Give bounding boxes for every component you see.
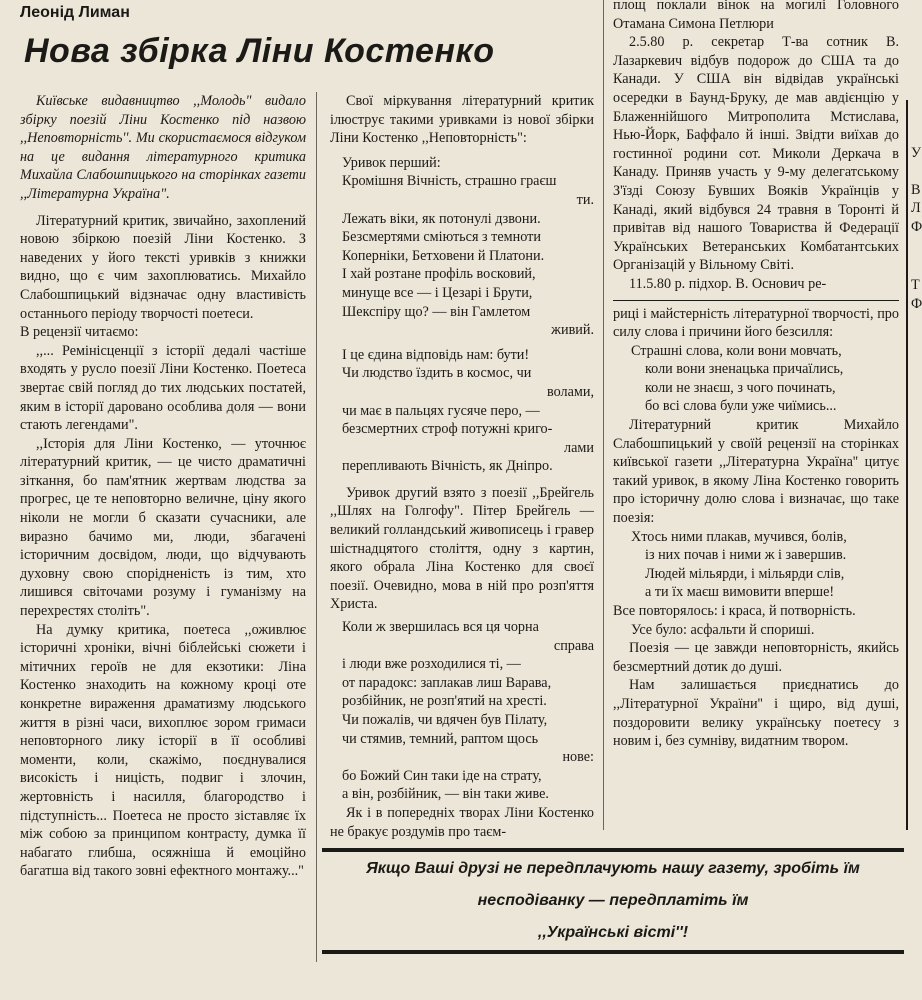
edge-letter: Т <box>911 277 920 294</box>
column-2 <box>330 92 594 841</box>
poem-line: перепливають Вічність, як Дніпро. <box>342 458 553 475</box>
poem-line: а ти їх маєш вимовити вперше! <box>645 584 835 601</box>
subscription-promo <box>322 856 904 946</box>
paragraph: 11.5.80 р. підхор. В. Основич ре- <box>629 275 827 292</box>
poem-line: бо всі слова були уже чиїмись... <box>645 398 837 415</box>
poem-line: І це єдина відповідь нам: бути! <box>342 346 530 363</box>
promo-line: ,,Українські вісті''! <box>537 924 689 941</box>
promo-top-rule <box>322 848 904 852</box>
poem-line: Коперніки, Бетховени й Платони. <box>342 247 545 264</box>
paragraph: Усе було: асфальти й спориші. <box>631 621 815 638</box>
poem-line: волами, <box>546 383 594 400</box>
edge-letter: В <box>911 181 921 198</box>
paragraph: Літературний критик Михайло Слабошпицький у своїй рецензії на сторінках київської газети ,,Літературна Україна'' цитує такий уривок, в якому Ліна Костенко говорить про історичну долю слова і визначає, що таке поезія: <box>613 417 899 527</box>
poem-line: лами <box>564 439 594 456</box>
author-name: Леонід Лиман <box>20 4 130 21</box>
poem-line: І хай розтане профіль восковий, <box>342 266 536 283</box>
intro-paragraph: Київське видавництво ,,Молодь" видало збірку поезій Ліни Костенко під назвою ,,Неповторність''. Ми скористаємося відгуком на це видання літературного критика Михайла Слабошпицького на сторінках газети ,,Літературна Україна". <box>20 93 306 202</box>
excerpt-2 <box>330 618 594 804</box>
poem-line: Чи людство їздить в космос, чи <box>342 365 532 382</box>
paragraph: риці і майстерність літературної творчості, про силу слова і причини його безсилля: <box>613 305 899 341</box>
quote-paragraph: ,,Історія для Ліни Костенко, — уточнює літературний критик, — це чисто драматичні зіткання, бо пам'ятник жертвам людства за прогрес, це те неповторно величне, ціну якого ніколи не могли б сказати сучасники, але виразно бачимо ми, люди, збагачені історичним досвідом, люди, що відчувають духовну свою спорідненість із тим, хто лишився світочами розуму і гуманізму на перехрестях століть". <box>20 435 306 620</box>
poem-line: живий. <box>551 322 594 339</box>
paragraph: Уривок другий взято з поезії ,,Брейгель ,,Шлях на Голгофу". Пітер Брейгель — великий голландський живописець і гравер шістнадцятого століття, одну з картин, якого обрала Ліна Костенко для своєї поезії. Очевидно, мова в ній про розп'яття Христа. <box>330 484 594 613</box>
poem-line: ти. <box>576 191 594 208</box>
column-divider <box>603 0 604 830</box>
poem-line: минуще все — і Цезарі і Брути, <box>342 284 533 301</box>
poem-line: чи стямив, темний, раптом щось <box>342 730 539 747</box>
column-3 <box>613 0 899 751</box>
poem-fragment <box>613 528 899 602</box>
poem-line: Лежать віки, як потонулі дзвони. <box>342 210 541 227</box>
paragraph: В рецензії читаємо: <box>20 324 139 341</box>
poem-line: чи має в пальцях гусяче перо, — <box>342 402 540 419</box>
poem-line: а він, розбійник, — він таки живе. <box>342 786 549 803</box>
paragraph: Нам залишається приєднатись до ,,Літературної України'' і щиро, від душі, поздоровити велику українську поетесу з новим і, без сумніву, видатним твором. <box>613 677 899 750</box>
column-divider <box>906 100 908 830</box>
paragraph: 2.5.80 р. секретар Т-ва сотник В. Лазаркевич відбув подорож до США та до Канади. У США він відвідав українські осередки в Баунд-Бруку, де мав авдієнцію у Блаженнійшого Митрополита Мстислава, Нью-Йорк, Баффало й інші. Звідти виїхав до гостинної родини сот. Миколи Деркача в Канаду. Приняв участь у 9-му делегатському З'їзді Союзу Бувших Вояків Українців у Канаді, який відбувся 24 травня в Торонті й привітав від нашого Товариства й Федерації Українських Ветеранських Комбатантських Організацій у Вільному Світі. <box>613 34 899 274</box>
promo-bottom-rule <box>322 950 904 954</box>
poem-line: Кромішня Вічність, страшно граєш <box>342 173 557 190</box>
poem-fragment <box>613 342 899 416</box>
paragraph: Як і в попередніх творах Ліни Костенко не бракує роздумів про таєм- <box>330 804 594 840</box>
poem-line: Коли ж звершилась вся ця чорна <box>342 619 539 636</box>
edge-fragments <box>911 140 922 314</box>
edge-letter: Ф <box>911 295 922 312</box>
poem-line: от парадокс: заплакав лиш Варава, <box>342 674 552 691</box>
poem-line: розбійник, не розп'ятий на хресті. <box>342 693 547 710</box>
quote-paragraph: ,,... Ремінісценції з історії дедалі частіше входять у русло поезії Ліни Костенко. Поетеса звертає свій погляд до тих людських постатей, яким в історії даровано особлива доля — вони стають легендами". <box>20 342 306 434</box>
poem-line: безсмертних строф потужні криго- <box>342 421 553 438</box>
excerpt-1 <box>330 154 594 476</box>
poem-line: нове: <box>562 749 594 766</box>
poem-line: бо Божий Син таки іде на страту, <box>342 767 542 784</box>
paragraph: Все повторялось: і краса, й потворність. <box>613 603 856 619</box>
promo-line: Якщо Ваші друзі не передплачують нашу газету, зробіть їм <box>366 860 860 877</box>
poem-line: справа <box>553 637 594 654</box>
paragraph: На думку критика, поетеса ,,оживлює історичні хроніки, вічні біблейські сюжети і мітичних героїв не для екзотики: Ліна Костенко знаходить на кожному кроці оте конкретне вираження драматизму людського життя в різні часи, вихоплює зором гримаси неповторного лику історії в її особливі моменти, коли, скажімо, поєднувалися високість і ницість, подвиг і злочин, жертовність і насилля, благородство і підступність... Поетеса не просто зіставляє їх між собою за принципом контрасту, думка її набагато глибша, осяжніша й емоційно багатша від такого зовні ефектного монтажу..." <box>20 621 306 880</box>
paragraph: площ поклали вінок на могилі Головного Отамана Симона Петлюри <box>613 0 899 32</box>
poem-line: Страшні слова, коли вони мовчать, <box>631 342 842 359</box>
poem-line: і люди вже розходилися ті, — <box>342 656 521 673</box>
poem-line: Шекспіру що? — він Гамлетом <box>342 303 531 320</box>
paragraph: Свої міркування літературний критик ілюструє такими уривками із нової збірки Ліни Костенко ,,Неповторність": <box>330 93 594 147</box>
section-divider <box>613 300 899 301</box>
edge-letter: Ф <box>911 218 922 235</box>
promo-line: несподіванку — передплатіть їм <box>477 892 749 909</box>
poem-line: із них почав і ними ж і завершив. <box>645 547 847 564</box>
poem-line: коли не знаєш, з чого починать, <box>645 379 836 396</box>
edge-letter: У <box>911 145 922 161</box>
poem-line: Чи пожалів, чи вдячен був Пілату, <box>342 712 548 728</box>
column-1 <box>20 92 306 881</box>
poem-line: Людей мільярди, і мільярди слів, <box>645 565 845 582</box>
article-title: Нова збірка Ліни Костенко <box>24 32 495 70</box>
poem-line: Хтось ними плакав, мучився, болів, <box>631 528 847 545</box>
column-divider <box>316 92 317 962</box>
excerpt-label: Уривок перший: <box>342 154 441 171</box>
paragraph: Літературний критик, звичайно, захоплений новою збіркою поезій Ліни Костенко. З наведених у його тексті уривків з книжки видно, що є чим захоплюватись. Михайло Слабошпицький відзначає одну властивість останнього періоду творчості поетеси. <box>20 212 306 322</box>
paragraph: Поезія — це завжди неповторність, якийсь безсмертний дотик до душі. <box>613 640 899 675</box>
poem-line: Безсмертями сміються з темноти <box>342 229 541 246</box>
edge-letter: Л <box>911 200 921 217</box>
poem-line: коли вони зненацька причаїлись, <box>645 361 844 378</box>
